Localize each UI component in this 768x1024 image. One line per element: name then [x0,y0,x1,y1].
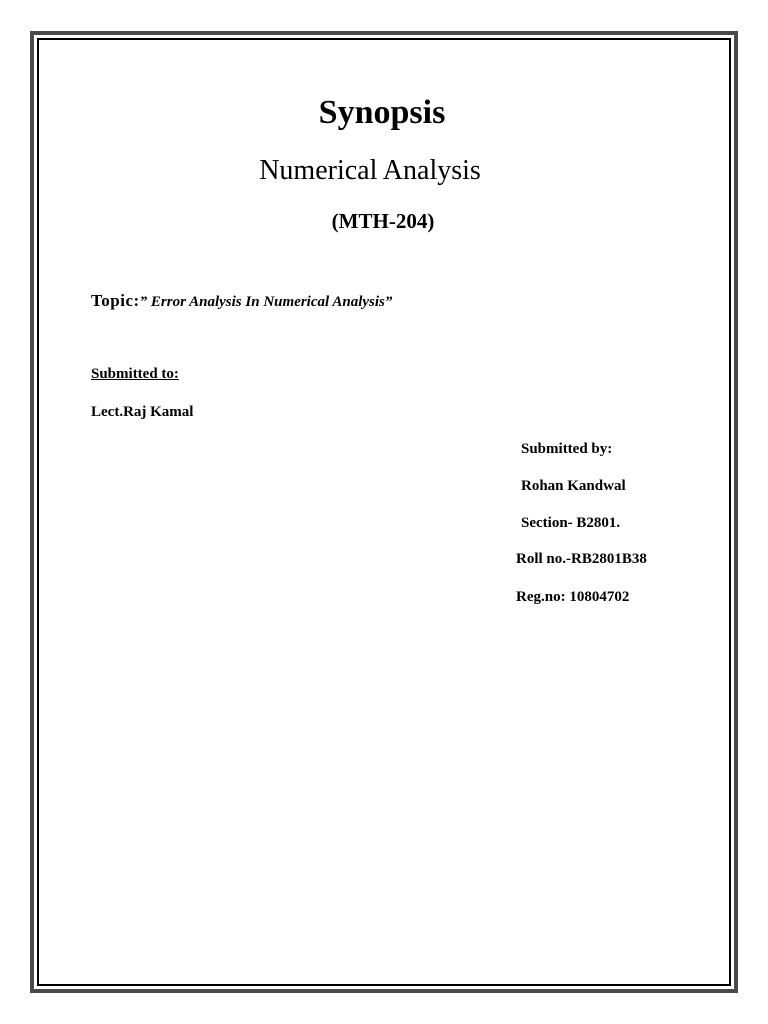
submitted-to-label: Submitted to: [91,366,179,382]
topic-line [91,291,392,311]
student-name: Rohan Kandwal [521,478,626,494]
subject-title: Numerical Analysis [259,155,481,186]
topic-value: ” Error Analysis In Numerical Analysis” [139,294,393,310]
course-code: (MTH-204) [331,209,435,233]
student-roll-number: Roll no.-RB2801B38 [516,551,647,567]
lecturer-name: Lect.Raj Kamal [91,404,194,420]
submitted-by-label: Submitted by: [521,441,613,457]
student-registration-number: Reg.no: 10804702 [516,589,630,605]
student-section: Section- B2801. [521,515,621,531]
document-title: Synopsis [318,94,446,131]
topic-label: Topic: [91,291,140,310]
